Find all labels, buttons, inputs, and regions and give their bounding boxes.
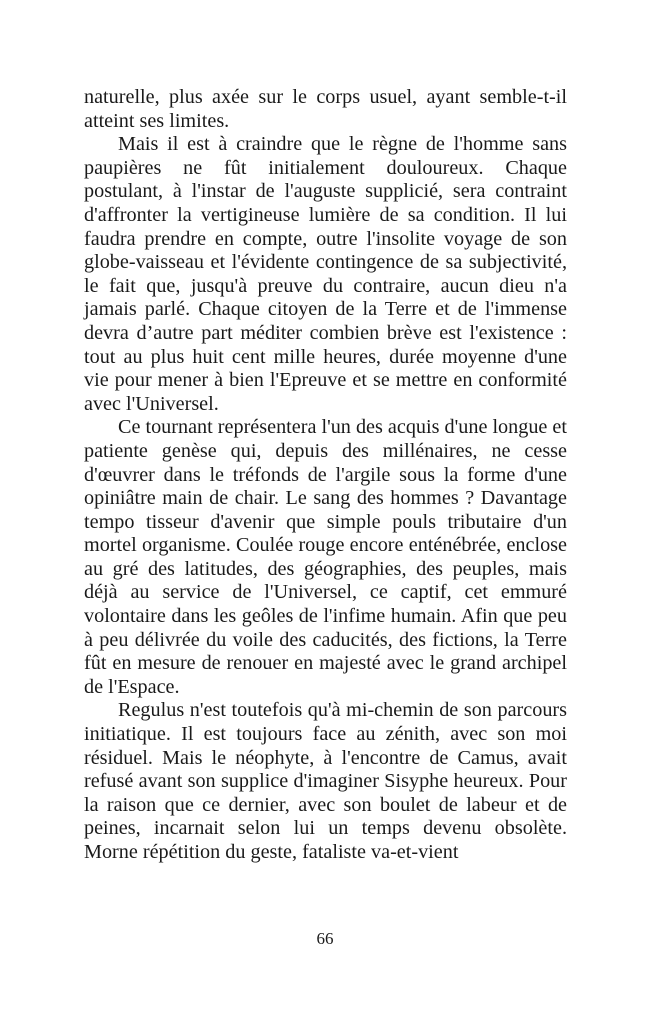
paragraph: Ce tournant représentera l'un des acquis d'une longue et patiente genèse qui, depuis des millénaires, ne cesse d'œuvrer dans le tréfonds de l'argile sous la forme d'une opiniâtre main de chair. Le sang des hommes ? Davantage tempo tisseur d'avenir que simple pouls tributaire d'un mortel organisme. Coulée rouge encore enténébrée, enclose au gré des latitudes, des géographies, des peuples, mais déjà au service de l'Universel, ce captif, cet emmuré volontaire dans les geôles de l'infime humain. Afin que peu à peu délivrée du voile des caducités, des fictions, la Terre fût en mesure de renouer en majesté avec le grand archipel de l'Espace. <box>84 416 568 698</box>
paragraph: Regulus n'est toutefois qu'à mi-chemin de son parcours initiatique. Il est toujours face au zénith, avec son moi résiduel. Mais le néophyte, à l'encontre de Camus, avait refusé avant son supplice d'imaginer Sisyphe heureux. Pour la raison que ce dernier, avec son boulet de labeur et de peines, incarnait selon lui un temps devenu obsolète. Morne répétition du geste, fataliste va-et-vient <box>84 699 567 863</box>
paragraph-continuation: naturelle, plus axée sur le corps usuel, ayant semble-t-il atteint ses limites. <box>84 86 567 132</box>
page-number: 66 <box>316 929 334 948</box>
body-text <box>84 86 567 865</box>
paragraph: Mais il est à craindre que le règne de l'homme sans paupières ne fût initialement douloureux. Chaque postulant, à l'instar de l'auguste supplicié, sera contraint d'affronter la vertigineuse lumière de sa condition. Il lui faudra prendre en compte, outre l'insolite voyage de son globe-vaisseau et l'évidente contingence de sa subjectivité, le fait que, jusqu'à preuve du contraire, aucun dieu n'a jamais parlé. Chaque citoyen de la Terre et de l'immense devra d’autre part méditer combien brève est l'existence : tout au plus huit cent mille heures, durée moyenne d'une vie pour mener à bien l'Epreuve et se mettre en conformité avec l'Universel. <box>84 133 567 415</box>
